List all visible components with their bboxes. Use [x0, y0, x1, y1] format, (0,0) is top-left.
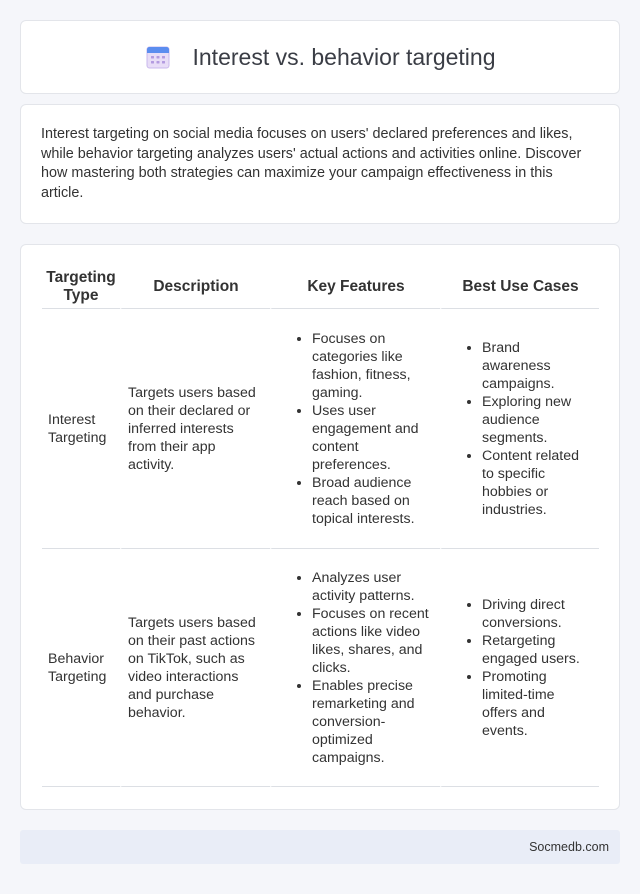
list-item: • Focuses on categories like fashion, fitness, gaming.	[312, 330, 430, 402]
table-row	[42, 309, 599, 549]
key-features-list	[272, 569, 430, 767]
list-item: • Retargeting engaged users.	[482, 632, 589, 668]
key-features-cell	[270, 549, 440, 787]
list-item: • Broad audience reach based on topical interests.	[312, 474, 430, 528]
intro-paragraph: Interest targeting on social media focuses on users' declared preferences and likes, while behavior targeting analyzes users' actual actions and activities online. Discover how mastering both strategies can maximize your campaign effectiveness in this article.	[41, 126, 582, 201]
use-cases-cell	[440, 549, 599, 787]
title-card	[20, 20, 620, 94]
header-description: Description	[120, 265, 270, 309]
header-targeting-type: Targeting Type	[42, 265, 120, 309]
calendar-icon	[145, 44, 171, 70]
header-best-use-cases: Best Use Cases	[440, 265, 599, 309]
list-item: • Driving direct conversions.	[482, 596, 589, 632]
use-cases-list	[442, 339, 589, 519]
key-features-cell	[270, 309, 440, 549]
targeting-type-cell: Interest Targeting	[42, 309, 120, 549]
use-cases-list	[442, 596, 589, 740]
comparison-table-card	[20, 244, 620, 810]
list-item: • Focuses on recent actions like video likes, shares, and clicks.	[312, 605, 430, 677]
list-item: • Enables precise remarketing and conversion-optimized campaigns.	[312, 677, 430, 767]
list-item: • Brand awareness campaigns.	[482, 339, 589, 393]
header-key-features: Key Features	[270, 265, 440, 309]
page-title: Interest vs. behavior targeting	[192, 43, 496, 70]
list-item: • Promoting limited-time offers and events.	[482, 668, 589, 740]
description-cell: Targets users based on their past actions on TikTok, such as video interactions and purchase behavior.	[120, 549, 270, 787]
list-item: • Analyzes user activity patterns.	[312, 569, 430, 605]
use-cases-cell	[440, 309, 599, 549]
targeting-type-cell: Behavior Targeting	[42, 549, 120, 787]
key-features-list	[272, 330, 430, 528]
table-header-row	[42, 265, 599, 309]
description-cell: Targets users based on their declared or inferred interests from their app activity.	[120, 309, 270, 549]
table-row	[42, 549, 599, 787]
list-item: • Content related to specific hobbies or industries.	[482, 447, 589, 519]
footer-site-link[interactable]: Socmedb.com	[529, 840, 609, 854]
intro-card	[20, 104, 620, 224]
list-item: • Exploring new audience segments.	[482, 393, 589, 447]
comparison-table	[42, 265, 599, 787]
list-item: • Uses user engagement and content preferences.	[312, 402, 430, 474]
footer	[20, 830, 620, 864]
